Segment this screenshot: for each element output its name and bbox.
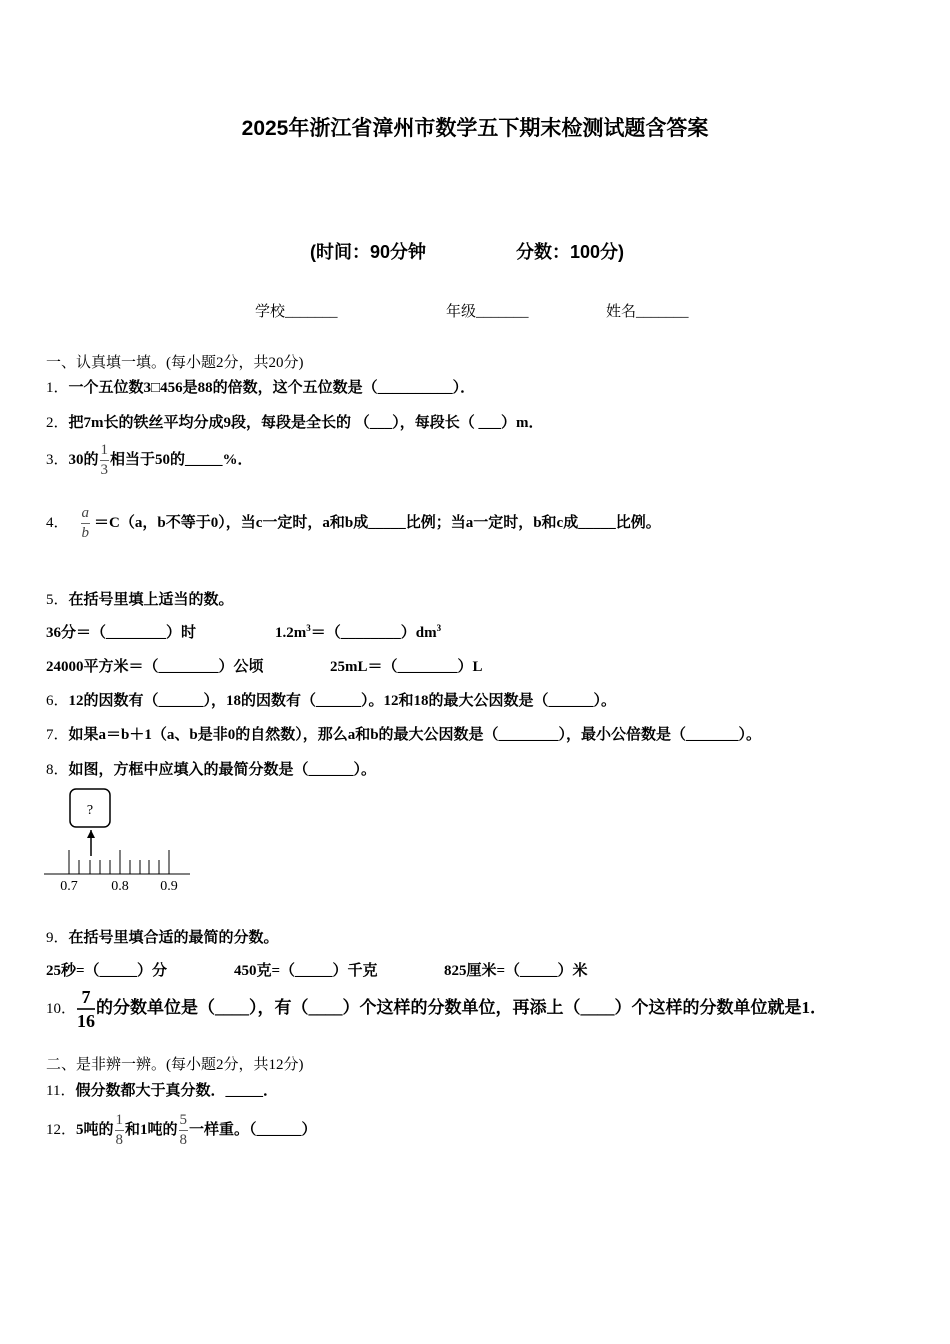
question-number: 10． [46, 1000, 77, 1017]
question-1 [46, 376, 475, 397]
q9-part-c: 825厘米=（_____）米 [444, 963, 588, 979]
box-question-mark: ? [86, 803, 94, 818]
fraction-five-eighths [179, 1113, 189, 1148]
question-text: 假分数都大于真分数．_____． [75, 1083, 278, 1099]
question-text-post: 一样重。（______） [189, 1121, 317, 1138]
fraction-numerator: 1 [115, 1113, 125, 1131]
q9-part-b: 450克=（_____）千克 [234, 963, 378, 979]
q9-part-a: 25秒=（_____）分 [46, 963, 168, 979]
question-number: 3． [46, 451, 69, 468]
question-text: 在括号里填合适的最简的分数。 [68, 930, 279, 946]
question-5 [46, 588, 234, 609]
section-2-heading: 二、是非辨一辨。(每小题2分，共12分) [46, 1057, 304, 1073]
tick-label-0.8: 0.8 [111, 879, 129, 894]
tick-label-0.9: 0.9 [160, 879, 178, 894]
question-number: 1． [46, 380, 69, 396]
q5-row1-right [275, 621, 441, 642]
question-text: 12的因数有（______），18的因数有（______）。12和18的最大公因数是（______）。 [68, 693, 617, 709]
question-9 [46, 926, 279, 947]
page-title: 2025年浙江省漳州市数学五下期末检测试题含答案 [241, 117, 709, 140]
question-text-pre: 30的 [68, 451, 99, 468]
fraction-seven-sixteenths [77, 988, 95, 1030]
question-text-post: ＝C（a，b不等于0），当c一定时，a和b成_____比例；当a一定时，b和c成_____比例。 [94, 514, 661, 531]
question-number: 6． [46, 693, 69, 709]
fraction-numerator: 1 [100, 443, 110, 461]
question-11 [46, 1079, 278, 1100]
question-3 [46, 443, 253, 478]
fraction-denominator: b [81, 525, 90, 541]
question-text: 一个五位数3□456是88的倍数，这个五位数是（__________）． [68, 380, 476, 396]
q5-text: 1.2m [275, 625, 307, 641]
number-line-figure [40, 786, 200, 896]
question-12 [46, 1113, 317, 1148]
fraction-a-over-b [81, 506, 91, 541]
question-2 [46, 411, 544, 432]
q5-text: ＝（________）dm [310, 625, 437, 641]
question-10 [46, 988, 827, 1030]
question-text-post: 的分数单位是（____），有（____）个这样的分数单位，再添上（____）个这样的分数单位就是1． [96, 997, 828, 1017]
question-text: 如图，方框中应填入的最简分数是（______）。 [68, 762, 377, 778]
fraction-denominator: 8 [115, 1132, 124, 1148]
question-text-pre: 5吨的 [76, 1121, 114, 1138]
question-number: 7． [46, 727, 69, 743]
question-7 [46, 723, 761, 744]
question-number: 9． [46, 930, 69, 946]
fraction-one-eighth [115, 1113, 125, 1148]
question-number: 5． [46, 592, 69, 608]
question-number: 8． [46, 762, 69, 778]
question-number: 11． [46, 1083, 76, 1099]
time-label: (时间：90分钟 [310, 242, 427, 262]
question-text: 如果a＝b＋1（a、b是非0的自然数），那么a和b的最大公因数是（________），最小公倍数是（_______）。 [68, 727, 762, 743]
question-text-mid: 和1吨的 [125, 1121, 178, 1138]
question-number: 2． [46, 415, 69, 431]
q5-superscript: 3 [306, 623, 311, 633]
fraction-denominator: 3 [100, 462, 109, 478]
fraction-one-third [100, 443, 110, 478]
question-text: 在括号里填上适当的数。 [68, 592, 234, 608]
fraction-numerator: 7 [77, 988, 95, 1010]
q5-row1-left: 36分＝（________）时 [46, 625, 197, 641]
question-number: 4． [46, 514, 69, 531]
question-8 [46, 758, 376, 779]
question-6 [46, 689, 616, 710]
q5-row2-left: 24000平方米＝（________）公顷 [46, 659, 264, 675]
question-text: 把7m长的铁丝平均分成9段，每段是全长的 （___），每段长（ ___）m． [68, 415, 544, 431]
school-field: 学校_______ [255, 304, 338, 320]
fraction-numerator: a [81, 506, 91, 524]
question-number: 12． [46, 1121, 77, 1138]
q5-row2-right: 25mL＝（________）L [330, 659, 483, 675]
question-4 [46, 506, 661, 541]
pointer-arrow-head [87, 830, 95, 838]
score-label: 分数：100分) [516, 242, 625, 262]
fraction-numerator: 5 [179, 1113, 189, 1131]
fraction-denominator: 16 [77, 1011, 96, 1031]
fraction-denominator: 8 [179, 1132, 188, 1148]
q5-superscript: 3 [436, 623, 442, 633]
grade-field: 年级_______ [446, 304, 529, 320]
section-1-heading: 一、认真填一填。(每小题2分，共20分) [46, 355, 304, 371]
question-text-post: 相当于50的_____%． [110, 451, 253, 468]
name-field: 姓名_______ [606, 304, 689, 320]
tick-marks [69, 850, 169, 874]
tick-label-0.7: 0.7 [60, 879, 78, 894]
